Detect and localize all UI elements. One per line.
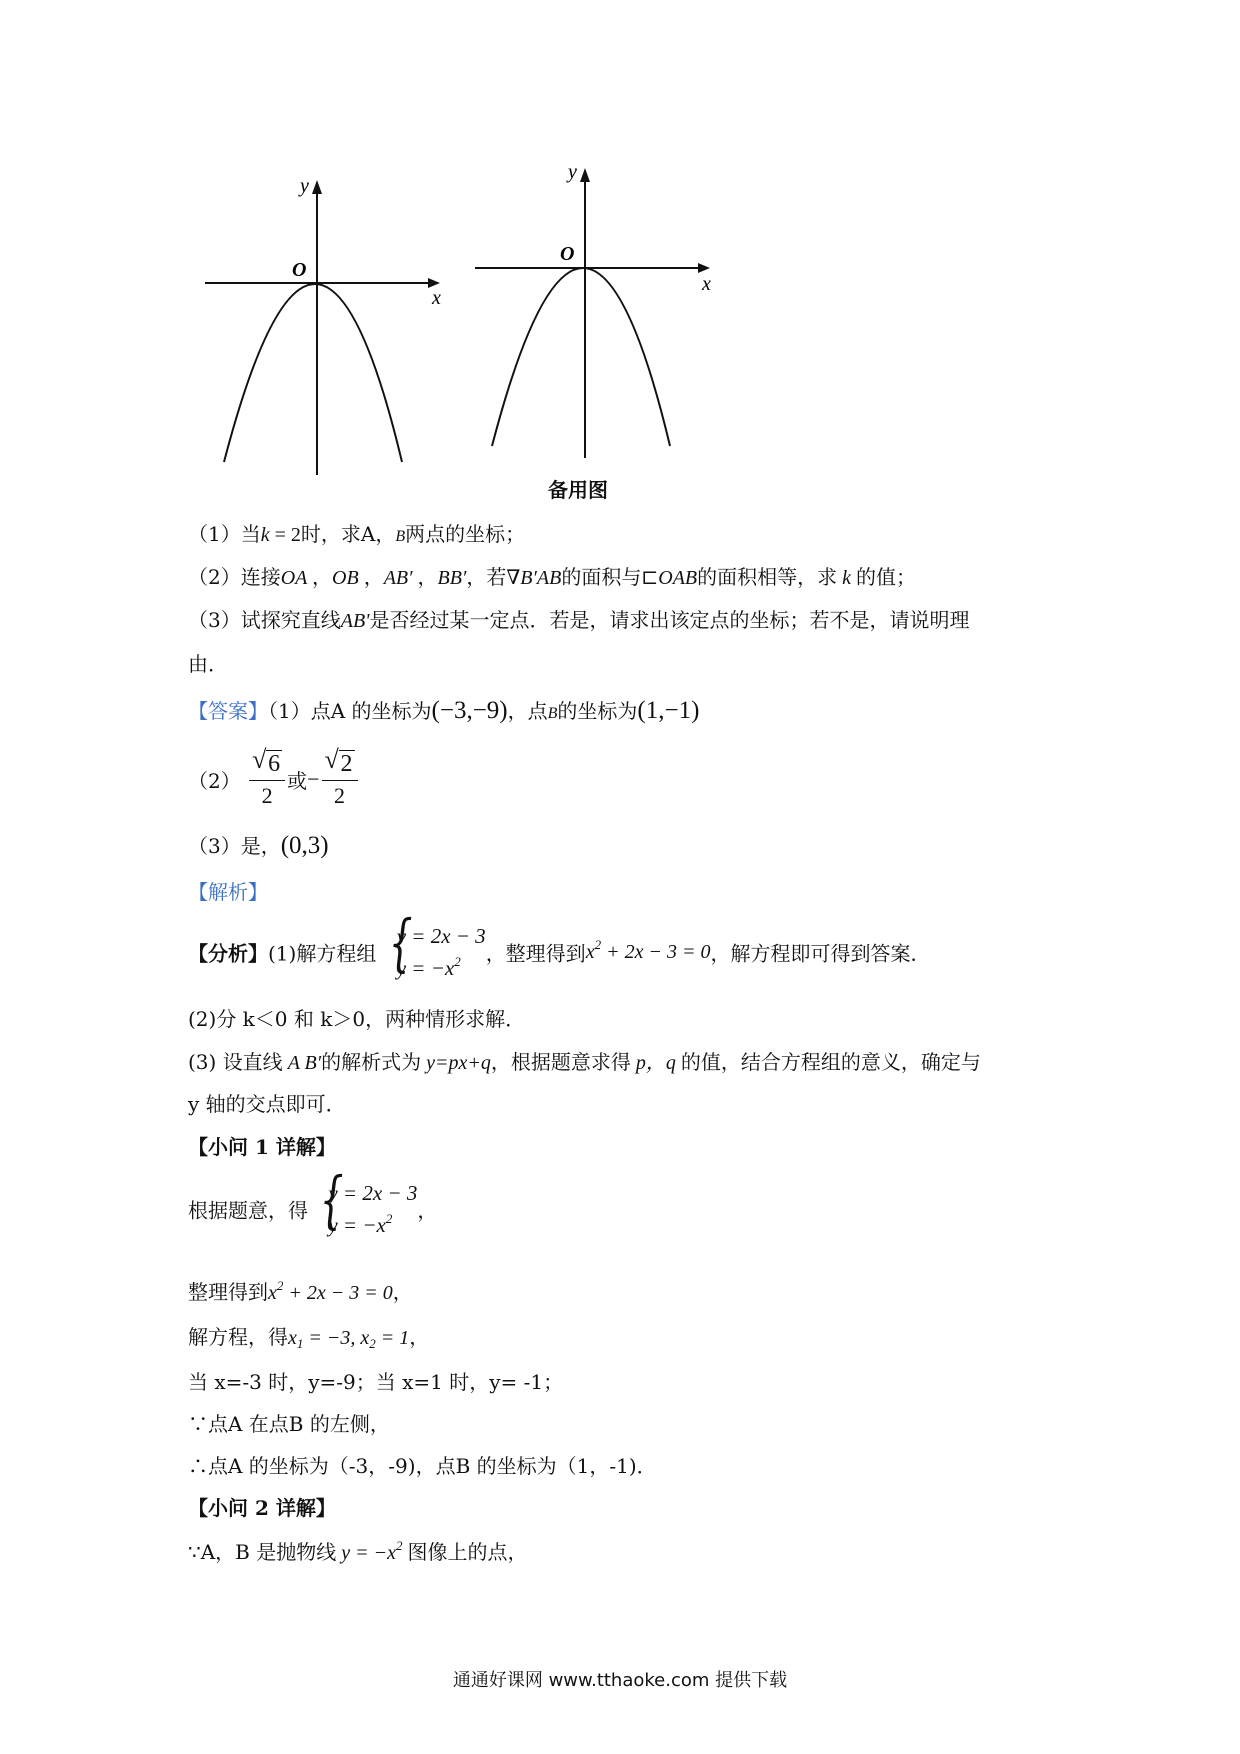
q3-text-b: 是否经过某一定点．若是，请求出该定点的坐标；若不是，请说明理 bbox=[369, 608, 970, 632]
x-axis-arrow bbox=[698, 263, 710, 273]
analysis-p3 bbox=[188, 1048, 981, 1077]
math-B: B bbox=[547, 705, 558, 722]
math-B: B bbox=[395, 528, 406, 545]
math-eq: = 2 bbox=[269, 524, 301, 546]
fenxi-text-a: (1)解方程组 bbox=[268, 941, 377, 966]
y-axis-arrow bbox=[312, 180, 322, 194]
fenxi-label: 【分析】 bbox=[188, 941, 268, 966]
q2-text-a: （2）连接 bbox=[188, 565, 281, 589]
detail1-line1 bbox=[188, 1163, 438, 1241]
q1-text-a: （1）当 bbox=[188, 522, 261, 546]
math-coord-B: (1,−1) bbox=[637, 697, 700, 724]
math-coord-A: (−3,−9) bbox=[431, 697, 508, 724]
a2-or: 或 bbox=[287, 769, 308, 793]
math-ABp: A B′ bbox=[282, 1052, 322, 1074]
math-quadratic: $x^2 + 2x - 3 = 0$ bbox=[585, 936, 711, 963]
math-pq: p，q bbox=[630, 1052, 681, 1074]
a1-text-b: ，点 bbox=[507, 699, 548, 723]
math-k-eq: k bbox=[260, 524, 270, 546]
p3-text-b: 的解析式为 bbox=[321, 1050, 422, 1074]
math-tri1: ∇B′AB bbox=[506, 567, 562, 589]
fenxi-text-c: ，解方程即可得到答案． bbox=[710, 941, 931, 966]
parabola-curve bbox=[224, 284, 402, 462]
comma: ， bbox=[409, 1325, 430, 1349]
d2-text-b: 图像上的点， bbox=[407, 1540, 528, 1564]
q2-text-d: 的面积相等，求 bbox=[697, 565, 838, 589]
math-ABp: AB′ bbox=[383, 567, 418, 589]
d2-text-a: ∵A，B 是抛物线 bbox=[188, 1540, 337, 1564]
q2-text-c: 的面积与 bbox=[561, 565, 642, 589]
x-axis-label: x bbox=[702, 273, 711, 295]
math-parabola: $y = -x^2$ bbox=[336, 1538, 403, 1564]
parabola-figure-right bbox=[470, 158, 720, 458]
page-footer: 通通好课网 www.tthaoke.com 提供下载 bbox=[452, 1670, 788, 1691]
a1-text-a: （1）点A 的坐标为 bbox=[268, 699, 432, 723]
question-1 bbox=[188, 520, 525, 551]
detail1-label: 【小问 1 详解】 bbox=[188, 1135, 336, 1159]
math-roots: $x_1 = -3$, $x_2 = 1$ bbox=[288, 1327, 410, 1351]
fraction-sqrt6-over-2: √ 6 2 bbox=[249, 748, 285, 811]
comma: ， bbox=[392, 1280, 413, 1304]
figure-caption: 备用图 bbox=[548, 478, 608, 502]
analysis-fenxi bbox=[188, 906, 931, 984]
q1-text-c: 两点的坐标； bbox=[405, 522, 526, 546]
fraction-sqrt2-over-2: √ 2 2 bbox=[322, 748, 358, 811]
parabola-figure-left bbox=[200, 170, 450, 480]
analysis-p3-cont: y 轴的交点即可． bbox=[188, 1092, 346, 1116]
analysis-p2: (2)分 k＜0 和 k＞0，两种情形求解． bbox=[188, 1007, 526, 1031]
y-axis-arrow bbox=[580, 168, 590, 182]
answer-3 bbox=[188, 832, 329, 860]
detail1-line2 bbox=[188, 1278, 413, 1307]
a3-text-a: （3）是， bbox=[188, 834, 281, 858]
q1-text-b: 时，求A， bbox=[300, 522, 396, 546]
minus-sign: − bbox=[307, 766, 320, 792]
equation-system: { y = 2x − 3 $y = -x^2$ bbox=[388, 906, 486, 980]
sep: ， bbox=[312, 565, 333, 589]
math-segments: OA bbox=[280, 567, 313, 589]
p3-text-a: (3) 设直线 bbox=[188, 1050, 283, 1074]
detail1-line5: ∵点A 在点B 的左侧， bbox=[188, 1412, 390, 1436]
detail1-line6: ∴点A 的坐标为（-3，-9)，点B 的坐标为（1，-1)． bbox=[188, 1454, 657, 1478]
a2-text-a: （2） bbox=[188, 769, 241, 793]
equation-system: { y = 2x − 3 $y = -x^2$ bbox=[320, 1163, 418, 1237]
a1-text-c: 的坐标为 bbox=[557, 699, 638, 723]
origin-label: O bbox=[292, 259, 307, 281]
detail1-line3 bbox=[188, 1323, 429, 1352]
d1-text-1: 根据题意，得 bbox=[188, 1198, 308, 1223]
fenxi-text-b: ，整理得到 bbox=[485, 941, 586, 966]
math-line-eq: y=px+q bbox=[421, 1052, 491, 1074]
math-ABp-line: AB' bbox=[340, 610, 370, 632]
question-3-cont: 由． bbox=[188, 652, 228, 676]
math-BBp: BB′ bbox=[437, 567, 467, 589]
detail2-label: 【小问 2 详解】 bbox=[188, 1496, 336, 1520]
detail1-line4: 当 x=-3 时，y=-9；当 x=1 时，y= -1； bbox=[188, 1370, 564, 1394]
analysis-label: 【解析】 bbox=[188, 880, 268, 904]
question-2 bbox=[188, 563, 916, 592]
answer-1 bbox=[188, 697, 699, 728]
parabola-curve bbox=[492, 268, 670, 446]
sep: ， bbox=[363, 565, 384, 589]
detail2-line1 bbox=[188, 1538, 527, 1567]
q3-text-a: （3）试探究直线 bbox=[188, 608, 341, 632]
d1-text-2: 整理得到 bbox=[188, 1280, 268, 1304]
answer-2 bbox=[188, 745, 360, 811]
math-k: k bbox=[837, 567, 857, 589]
comma: ， bbox=[417, 1198, 438, 1223]
p3-text-d: 的值，结合方程组的意义，确定与 bbox=[680, 1050, 981, 1074]
math-tri2: ⊏OAB bbox=[641, 567, 698, 589]
question-3 bbox=[188, 606, 969, 635]
math-OB: OB bbox=[332, 567, 364, 589]
y-axis-label: y bbox=[568, 161, 577, 183]
q2-text-e: 的值； bbox=[856, 565, 917, 589]
p3-text-c: ，根据题意求得 bbox=[490, 1050, 631, 1074]
origin-label: O bbox=[560, 243, 575, 265]
y-axis-label: y bbox=[300, 175, 309, 197]
sep: ， bbox=[417, 565, 438, 589]
d1-text-3: 解方程，得 bbox=[188, 1325, 288, 1349]
answer-label: 【答案】 bbox=[188, 699, 268, 723]
math-fixed-point: (0,3) bbox=[280, 832, 329, 859]
x-axis-label: x bbox=[432, 287, 441, 309]
math-quadratic: $x^2 + 2x - 3 = 0$ bbox=[268, 1278, 393, 1304]
q2-text-b: ，若 bbox=[466, 565, 507, 589]
